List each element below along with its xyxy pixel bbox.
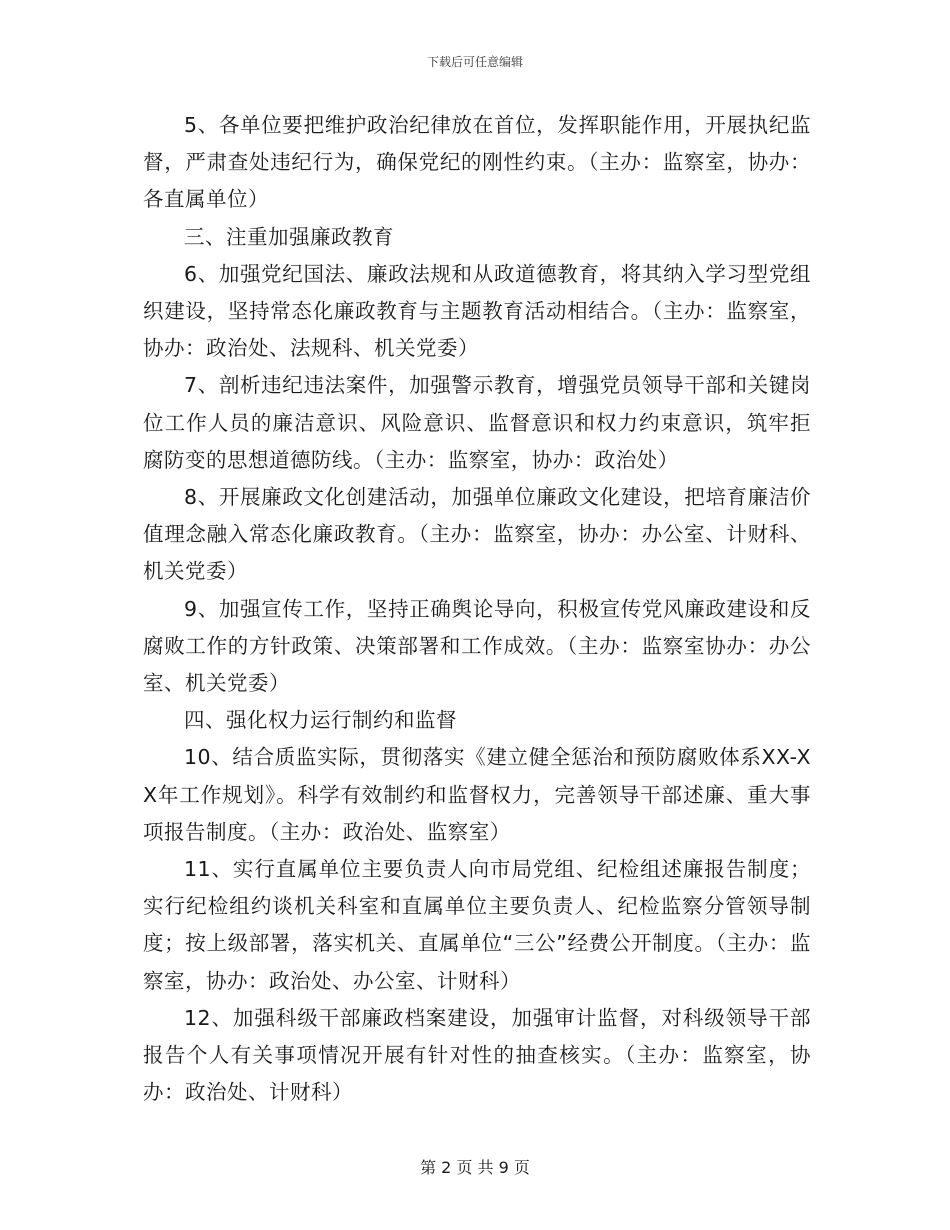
paragraph-item-7: 7、剖析违纪违法案件，加强警示教育，增强党员领导干部和关键岗位工作人员的廉洁意识、风险意识、监督意识和权力约束意识，筑牢拒腐防变的思想道德防线。（主办：监察室，协办：政治处） <box>143 373 811 472</box>
paragraph-item-5: 5、各单位要把维护政治纪律放在首位，发挥职能作用，开展执纪监督，严肃查处违纪行为，确保党纪的刚性约束。（主办：监察室，协办：各直属单位） <box>143 113 811 212</box>
paragraph-item-8: 8、开展廉政文化创建活动，加强单位廉政文化建设，把培育廉洁价值理念融入常态化廉政教育。（主办：监察室，协办：办公室、计财科、机关党委） <box>143 485 811 584</box>
page-header-note: 下载后可任意编辑 <box>426 55 523 69</box>
document-body <box>143 107 811 1111</box>
page-number-label: 第 2 页 共 9 页 <box>420 1158 530 1177</box>
section-heading-3: 三、注重加强廉政教育 <box>184 224 394 249</box>
section-heading-4: 四、强化权力运行制约和监督 <box>184 708 457 733</box>
paragraph-item-6: 6、加强党纪国法、廉政法规和从政道德教育，将其纳入学习型党组织建设，坚持常态化廉政教育与主题教育活动相结合。（主办：监察室，协办：政治处、法规科、机关党委） <box>143 261 811 361</box>
paragraph-item-11: 11、实行直属单位主要负责人向市局党组、纪检组述廉报告制度；实行纪检组约谈机关科室和直属单位主要负责人、纪检监察分管领导制度；按上级部署，落实机关、直属单位“三公”经费公开制度。（主办：监察室，协办：政治处、办公室、计财科） <box>143 857 811 993</box>
page-footer <box>0 1155 950 1178</box>
paragraph-item-10: 10、结合质监实际，贯彻落实《建立健全惩治和预防腐败体系XX-XX年工作规划》。科学有效制约和监督权力，完善领导干部述廉、重大事项报告制度。（主办：政治处、监察室） <box>143 745 811 844</box>
paragraph-item-12: 12、加强科级干部廉政档案建设，加强审计监督，对科级领导干部报告个人有关事项情况开展有针对性的抽查核实。（主办：监察室，协办：政治处、计财科） <box>143 1005 811 1105</box>
paragraph-item-9: 9、加强宣传工作，坚持正确舆论导向，积极宣传党风廉政建设和反腐败工作的方针政策、决策部署和工作成效。（主办：监察室协办：办公室、机关党委） <box>143 596 811 696</box>
